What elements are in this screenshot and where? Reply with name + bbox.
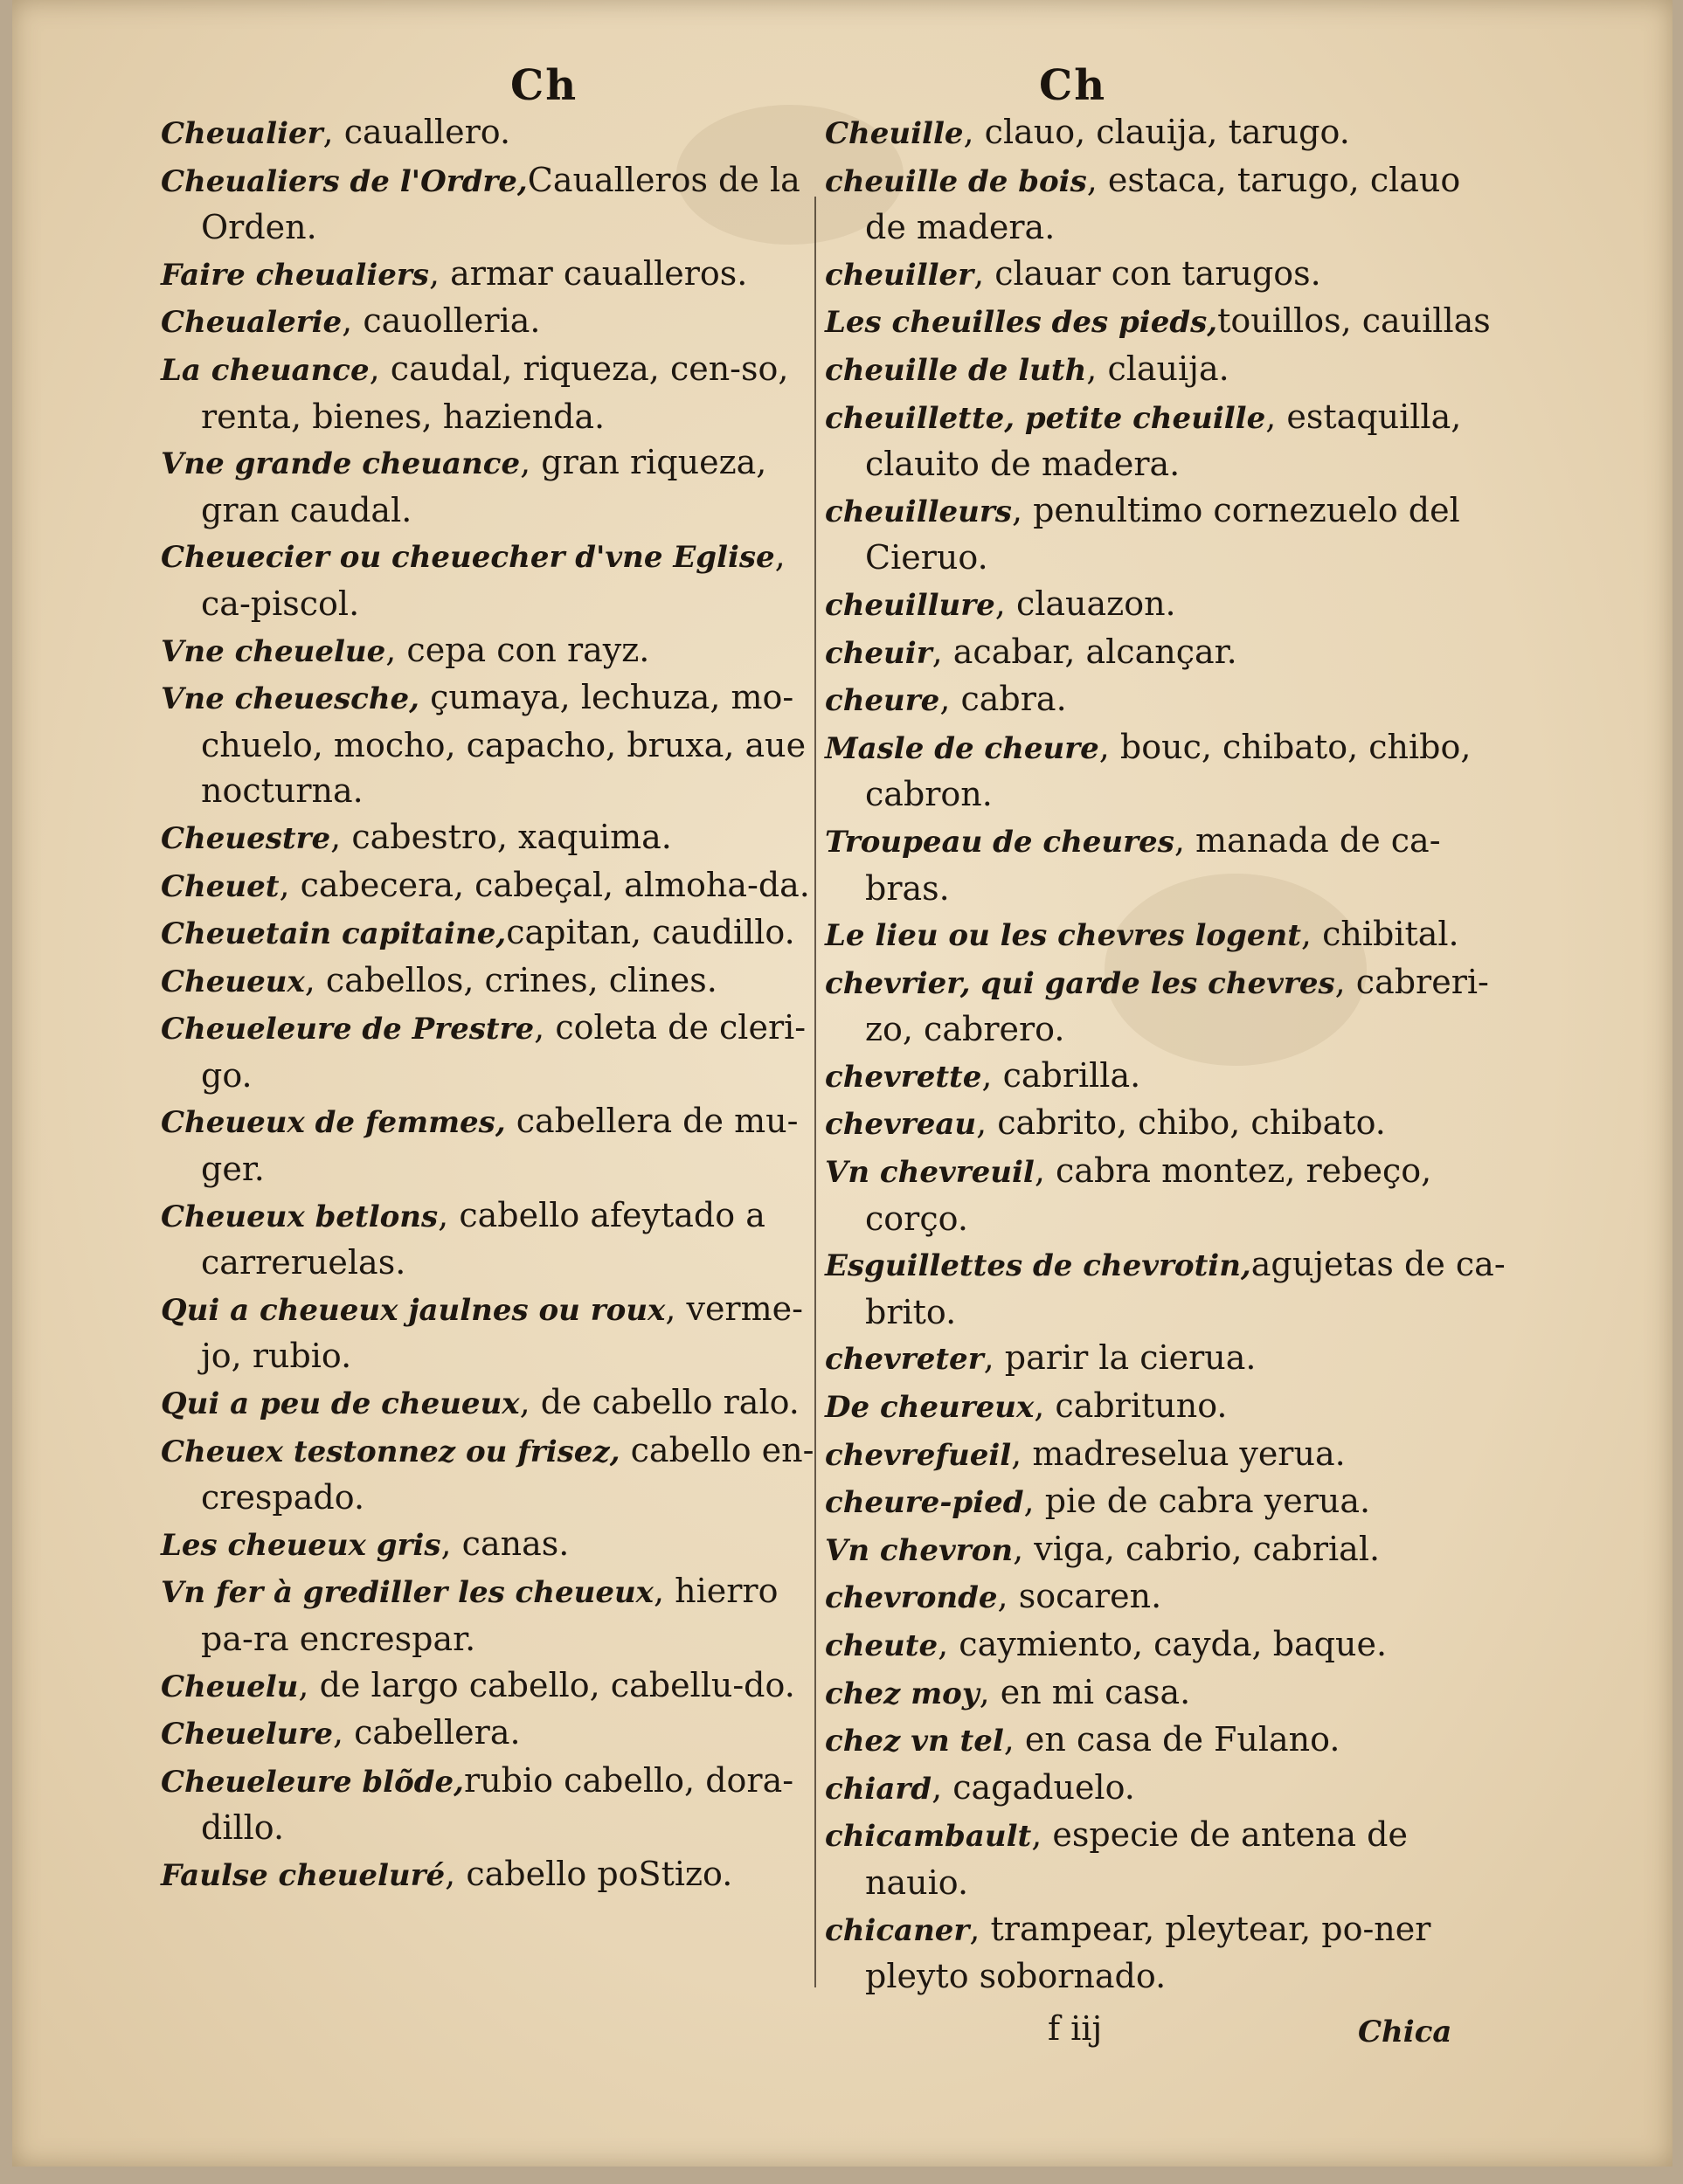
dictionary-entry [161,1662,825,1711]
entry-translation: agujetas de ca-brito. [865,1245,1506,1331]
entry-headword: chevreau [825,1107,977,1143]
entry-translation: , parir la cierua. [983,1338,1257,1378]
entry-headword: Cheueux [161,964,305,999]
entry-headword: Cheuelure [161,1717,333,1752]
signature-mark: f iij [1048,2009,1103,2048]
entry-translation: , cepa con rayz. [385,630,650,669]
entry-headword: Faulse cheueluré [161,1857,446,1893]
entry-translation: , penultimo cornezuelo del Cieruo. [865,490,1460,577]
dictionary-entry [825,724,1506,818]
dictionary-entry [161,1521,825,1569]
entry-headword: Cheuecier ou cheuecher d'vne Eglise [161,540,775,576]
entry-translation: , verme-jo, rubio. [201,1289,803,1376]
entry-translation: , pie de cabra yerua. [1023,1482,1371,1521]
entry-headword: Le lieu ou les chevres logent [825,918,1301,954]
entry-translation: , hierro pa-ra encrespar. [201,1572,779,1658]
entry-headword: Vne grande cheuance [161,446,521,482]
entry-headword: De cheureux [825,1390,1035,1426]
entry-headword: chevronde [825,1580,998,1616]
dictionary-entry [161,1192,825,1286]
entry-headword: chicambault [825,1819,1032,1855]
entry-headword: chez vn tel [825,1724,1004,1759]
entry-translation: capitan, caudillo. [506,913,795,952]
dictionary-entry [161,1098,825,1192]
dictionary-entry [161,1379,825,1427]
entry-translation: , gran riqueza, gran caudal. [201,443,767,529]
entry-translation: , bouc, chibato, chibo, cabron. [865,727,1472,814]
entry-headword: cheuiller [825,257,974,293]
entry-headword: Vne cheuelue [161,633,386,669]
dictionary-entry [825,959,1506,1053]
entry-headword: cheuille de bois [825,163,1087,199]
dictionary-entry [161,1568,825,1662]
dictionary-entry [161,157,825,251]
entry-headword: Cheueleure blõde, [161,1764,465,1800]
entry-translation: , caudal, riqueza, cen-so, renta, bienes, hazienda. [201,349,789,436]
entry-headword: Cheuestre [161,820,331,856]
entry-headword: Qui a peu de cheueux [161,1386,520,1422]
entry-headword: cheuille de luth [825,352,1087,388]
dictionary-entry [825,298,1506,346]
entry-headword: Cheueux betlons [161,1199,439,1234]
dictionary-entry [161,1286,825,1379]
entry-headword: cheute [825,1628,938,1663]
entry-translation: , cabello poStizo. [445,1854,733,1893]
book-page [12,0,1673,2167]
dictionary-entry [825,251,1506,299]
entry-translation: cabellera de mu-ger. [201,1102,799,1189]
dictionary-entry [161,109,825,157]
entry-translation: , viga, cabrio, cabrial. [1013,1529,1381,1568]
dictionary-entry [825,1383,1506,1431]
entry-headword: Faire cheualiers [161,257,429,293]
entry-translation: , socaren. [997,1577,1162,1616]
entry-translation: , cabestro, xaquima. [330,817,672,856]
entry-translation: , cabellos, crines, clines. [304,960,717,999]
entry-headword: Vn chevron [825,1532,1014,1568]
entry-translation: , cabellera. [332,1713,521,1752]
entry-headword: Cheuille [825,116,964,151]
entry-headword: Cheuet [161,868,280,904]
entry-translation: , madreselua yerua. [1011,1434,1346,1473]
dictionary-entry [161,346,825,439]
entry-headword: cheuir [825,635,932,671]
entry-headword: cheure [825,683,940,719]
entry-headword: chiard [825,1771,932,1807]
dictionary-entry [161,298,825,346]
entry-headword: Cheualerie [161,305,343,341]
dictionary-entry [825,1765,1506,1813]
entry-headword: cheuillette, petite cheuille [825,400,1266,436]
entry-translation: , cauolleria. [342,301,541,341]
entry-headword: chevrefueil [825,1437,1012,1473]
entry-translation: , cagaduelo. [932,1767,1135,1807]
dictionary-entry [825,1526,1506,1574]
entry-headword: Troupeau de cheures [825,824,1174,860]
dictionary-entry [825,676,1506,724]
entry-headword: chez moy [825,1676,980,1711]
dictionary-entry [161,251,825,299]
dictionary-entry [825,818,1506,911]
entry-translation: , de largo cabello, cabellu-do. [298,1665,795,1704]
catchword: Chica [1358,2015,1452,2049]
dictionary-entry [825,1431,1506,1479]
entry-headword: cheuillure [825,587,995,623]
dictionary-entry [161,1005,825,1098]
dictionary-entry [825,911,1506,959]
dictionary-entry [825,346,1506,394]
dictionary-entry [161,439,825,533]
entry-headword: chicaner [825,1912,970,1948]
entry-translation: , clauija. [1086,349,1229,388]
entry-translation: , cauallero. [322,113,511,151]
dictionary-entry [161,862,825,910]
dictionary-entry [825,1148,1506,1241]
dictionary-entry [161,1710,825,1758]
dictionary-entry [825,157,1506,251]
entry-translation: , cabra. [939,680,1067,719]
entry-headword: Vn fer à grediller les cheueux [161,1575,654,1611]
entry-translation: , caymiento, cayda, baque. [938,1625,1388,1663]
dictionary-entry [161,814,825,862]
entry-translation: , en mi casa. [979,1672,1191,1711]
left-entry-list [161,109,825,1899]
dictionary-entry [161,1427,825,1521]
right-entry-list [825,109,1506,2000]
dictionary-entry [825,1669,1506,1717]
entry-translation: , cabrito, chibo, chibato. [976,1103,1386,1143]
entry-translation: , coleta de cleri-go. [201,1008,807,1095]
entry-translation: , clauazon. [994,584,1176,623]
entry-translation: , estaquilla, clauito de madera. [865,397,1462,484]
dictionary-entry [825,109,1506,157]
dictionary-entry [161,909,825,957]
entry-translation: , clauar con tarugos. [973,253,1321,293]
entry-translation: , cabreri-zo, cabrero. [865,962,1489,1049]
entry-headword: Cheuetain capitaine, [161,916,507,952]
entry-headword: cheure-pied [825,1485,1024,1521]
entry-headword: Cheualiers de l'Ordre, [161,163,528,199]
entry-translation: çumaya, lechuza, mo-chuelo, mocho, capacho, bruxa, aue nocturna. [201,678,807,811]
entry-translation: , chibital. [1300,915,1459,954]
entry-headword: chevreter [825,1342,984,1378]
dictionary-entry [161,957,825,1006]
dictionary-entry [825,1053,1506,1101]
dictionary-entry [825,581,1506,629]
entry-headword: Vne cheuesche, [161,681,420,717]
entry-headword: Cheueleure de Prestre [161,1012,535,1047]
entry-translation: , de cabello ralo. [519,1383,800,1422]
dictionary-entry [825,1906,1506,2000]
entry-translation: , estaca, tarugo, clauo de madera. [865,160,1461,247]
entry-headword: Cheueux de femmes, [161,1105,506,1141]
dictionary-entry [825,629,1506,677]
entry-translation: , cabra montez, rebeço, corço. [865,1151,1432,1238]
entry-translation: , cabrilla. [981,1055,1141,1095]
dictionary-entry [161,627,825,675]
entry-translation: , acabar, alcançar. [932,632,1237,671]
dictionary-entry [825,1621,1506,1669]
entry-translation: touillos, cauillas [1217,301,1491,341]
entry-translation: , canas. [440,1524,570,1563]
entry-headword: Les cheueux gris [161,1527,441,1563]
dictionary-entry [161,533,825,626]
column-heading-left: Ch [510,61,578,110]
entry-headword: Qui a cheueux jaulnes ou roux [161,1292,666,1328]
dictionary-entry [161,1851,825,1899]
entry-translation: , armar caualleros. [428,253,748,293]
entry-headword: La cheuance [161,352,370,388]
dictionary-entry [825,1335,1506,1383]
entry-translation: cabello en-crespado. [201,1430,814,1517]
entry-headword: Cheuex testonnez ou frisez, [161,1434,620,1469]
dictionary-entry [825,1573,1506,1621]
entry-headword: chevrier, qui garde les chevres [825,965,1335,1001]
entry-translation: rubio cabello, dora-dillo. [201,1760,794,1848]
entry-headword: Cheuelu [161,1669,299,1704]
dictionary-entry [825,1812,1506,1905]
entry-translation: , trampear, pleytear, po-ner pleyto sobornado. [865,1909,1431,1996]
dictionary-entry [825,1100,1506,1148]
entry-translation: , cabello afeytado a carreruelas. [201,1195,765,1282]
entry-headword: Vn chevreuil [825,1155,1035,1191]
entry-translation: , cabrituno. [1034,1386,1228,1426]
entry-translation: , en casa de Fulano. [1003,1720,1340,1759]
entry-translation: , clauo, clauija, tarugo. [963,113,1350,151]
entry-translation: , especie de antena de nauio. [865,1815,1408,1902]
entry-headword: Les cheuilles des pieds, [825,305,1218,341]
entry-headword: Esguillettes de chevrotin, [825,1248,1251,1284]
dictionary-entry [825,1241,1506,1335]
dictionary-entry [161,674,825,814]
dictionary-entry [161,1758,825,1851]
dictionary-entry [825,1478,1506,1526]
entry-headword: chevrette [825,1059,982,1095]
entry-translation: , ca-piscol. [201,536,786,623]
dictionary-entry [825,394,1506,487]
entry-translation: , cabecera, cabeçal, almoha-da. [279,865,810,904]
entry-headword: cheuilleurs [825,494,1012,529]
column-heading-right: Ch [1039,61,1107,110]
dictionary-entry [825,1717,1506,1765]
entry-headword: Masle de cheure [825,730,1099,766]
entry-translation: Caualleros de la Orden. [201,160,800,247]
entry-translation: , manada de ca-bras. [865,820,1441,908]
entry-headword: Cheualier [161,116,323,151]
dictionary-entry [825,487,1506,581]
